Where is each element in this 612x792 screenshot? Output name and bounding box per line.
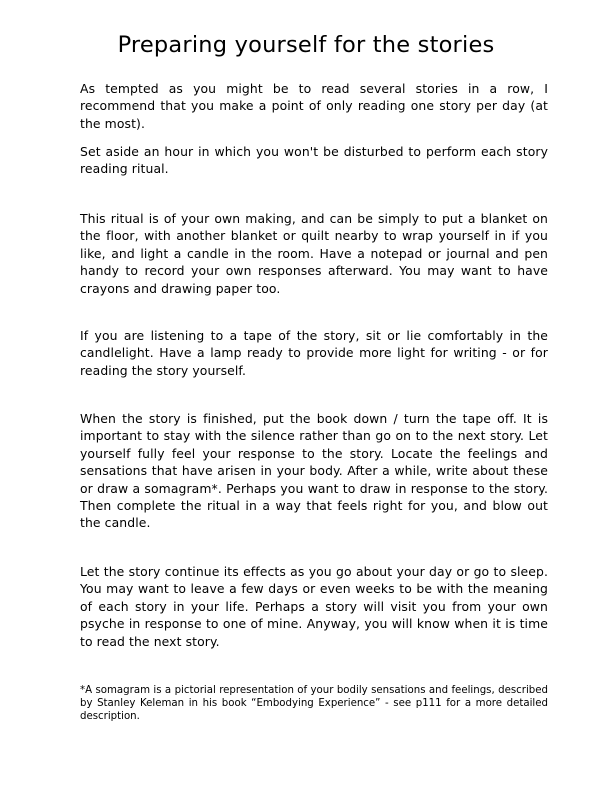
- paragraph-ritual-description: This ritual is of your own making, and can be simply to put a blanket on the floor, with another blanket or quilt nearby to wrap yourself in if you like, and light a candle in the room. Have a notepad or journal and pen handy to record your own responses afterward. You may want to have crayons and drawing paper too.: [80, 211, 548, 296]
- paragraph-story-finished: When the story is finished, put the book down / turn the tape off. It is important to stay with the silence rather than go on to the next story. Let yourself fully feel your response to the story. Locate the feelings and sensations that have arisen in your body. After a while, write about these or draw a somagram*. Perhaps you want to draw in response to the story. Then complete the ritual in a way that feels right for you, and blow out the candle.: [80, 411, 548, 531]
- paragraph-story-continues: Let the story continue its effects as you go about your day or go to sleep. You may want to leave a few days or even weeks to be with the meaning of each story in your life. Perhaps a story will visit you from your own psyche in response to one of mine. Anyway, you will know when it is time to read the next story.: [80, 564, 548, 649]
- footnote-somagram: *A somagram is a pictorial representation of your bodily sensations and feelings, described by Stanley Keleman in his book “Embodying Experience” - see p111 for a more detailed description.: [80, 685, 548, 723]
- page-title: Preparing yourself for the stories: [117, 32, 495, 58]
- paragraph-one-story-per-day: As tempted as you might be to read several stories in a row, I recommend that you make a point of only reading one story per day (at the most).: [80, 81, 548, 131]
- paragraph-set-aside-hour: Set aside an hour in which you won't be disturbed to perform each story reading ritual.: [80, 144, 548, 177]
- paragraph-listening-to-tape: If you are listening to a tape of the story, sit or lie comfortably in the candlelight. Have a lamp ready to provide more light for writing - or for reading the story yourself.: [80, 328, 548, 378]
